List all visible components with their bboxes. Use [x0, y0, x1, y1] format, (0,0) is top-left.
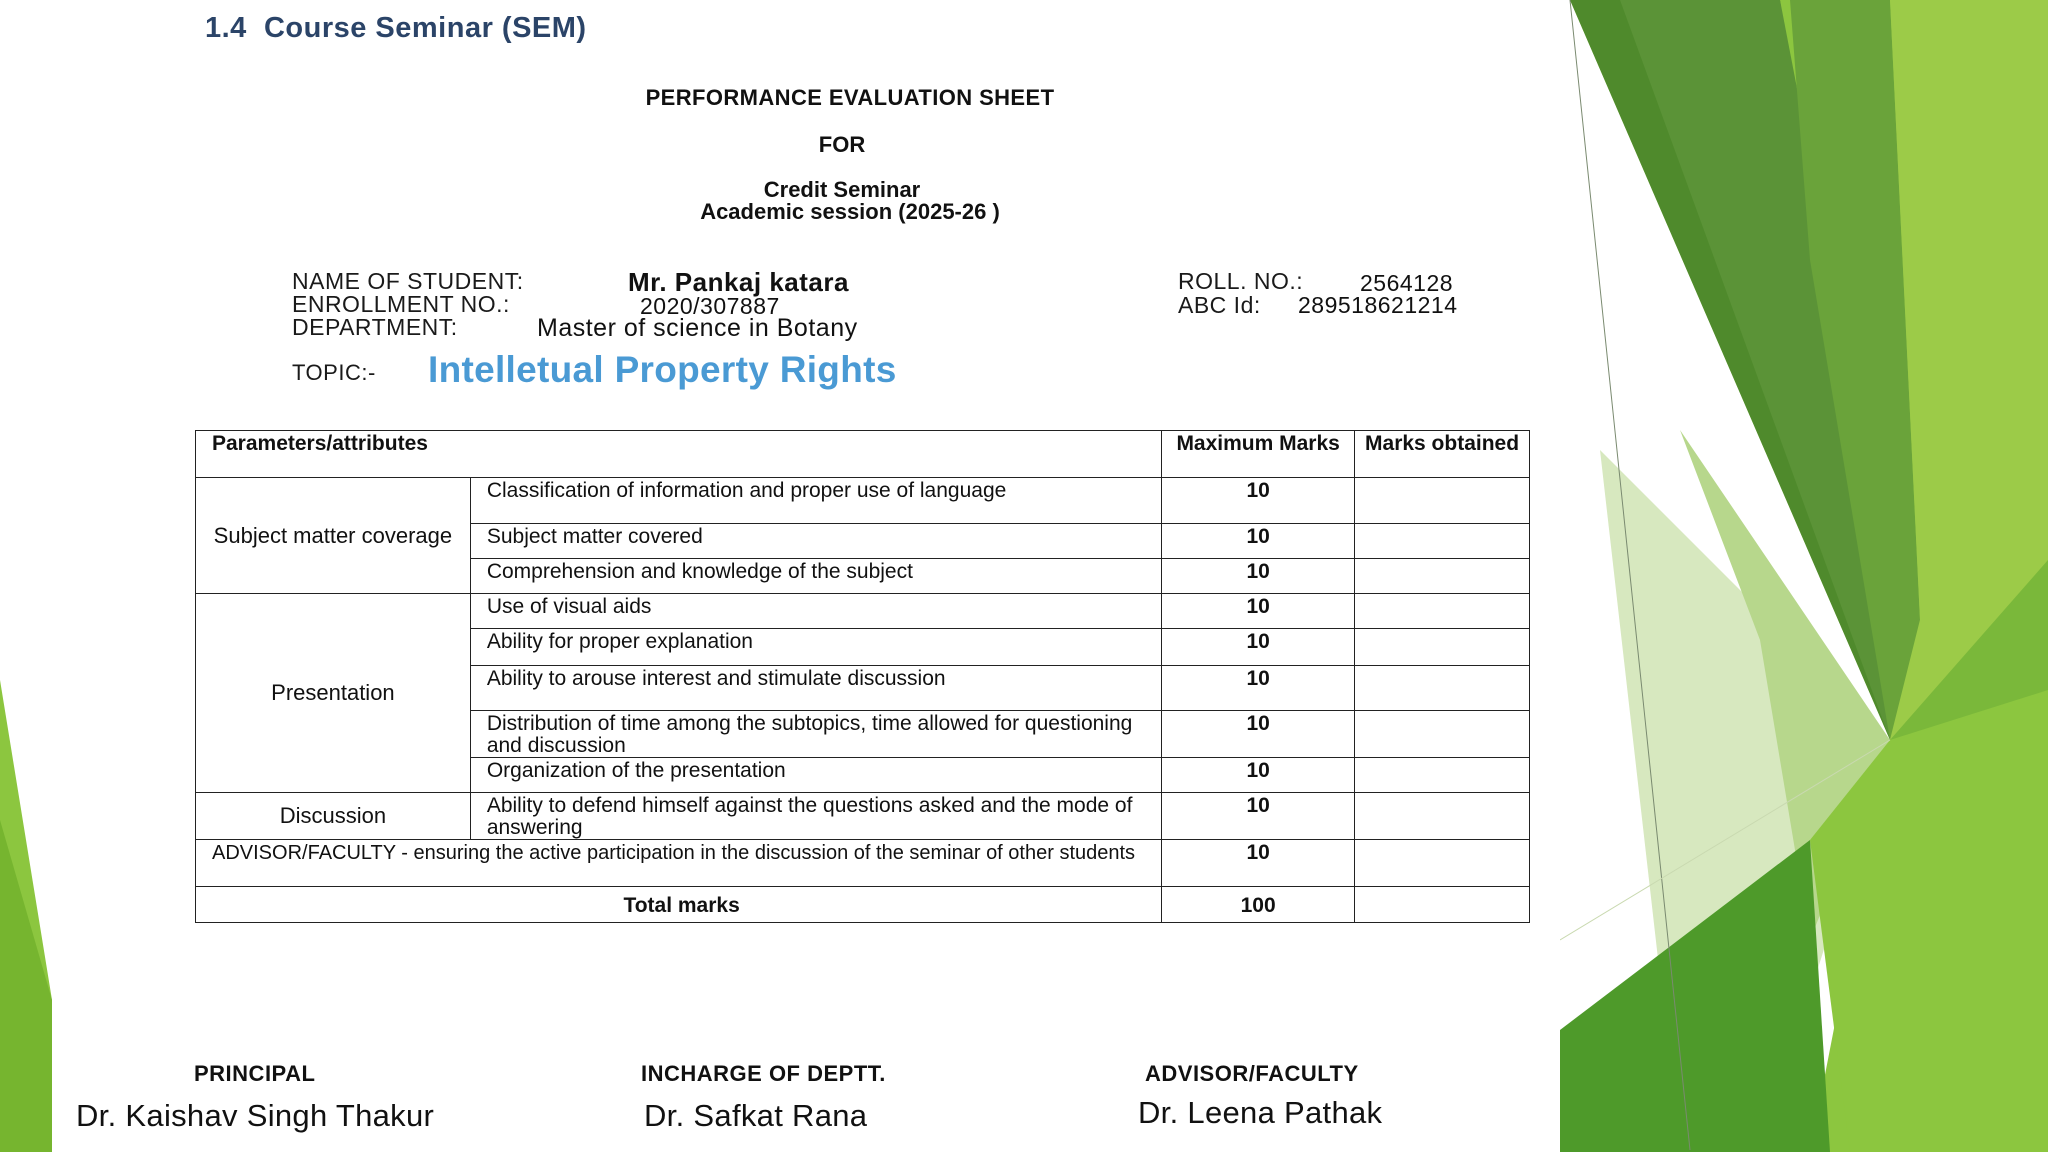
criterion-label: Distribution of time among the subtopics, time allowed for questioning and discussion: [470, 711, 1161, 758]
student-name-label: NAME OF STUDENT:: [292, 268, 524, 294]
header-marks-obtained: Marks obtained: [1355, 431, 1530, 478]
criterion-label: Ability to arouse interest and stimulate discussion: [470, 666, 1161, 711]
sheet-for-label: FOR: [818, 132, 866, 157]
section-title: 1.4 Course Seminar (SEM): [205, 12, 587, 44]
marks-obtained-cell[interactable]: [1355, 758, 1530, 793]
left-green-decoration: [0, 0, 60, 1152]
marks-obtained-cell[interactable]: [1355, 478, 1530, 524]
max-marks: 10: [1162, 711, 1355, 758]
table-row: [196, 594, 1530, 629]
roll-number: 2564128: [1360, 270, 1454, 296]
marks-obtained-cell[interactable]: [1355, 629, 1530, 666]
signature-role-principal: PRINCIPAL: [194, 1061, 316, 1086]
signature-role-advisor: ADVISOR/FACULTY: [1145, 1061, 1359, 1086]
advisor-row: [196, 840, 1530, 887]
department-value: Master of science in Botany: [537, 314, 858, 342]
criterion-label: Comprehension and knowledge of the subject: [470, 559, 1161, 594]
marks-obtained-cell[interactable]: [1355, 666, 1530, 711]
signature-name-advisor: Dr. Leena Pathak: [1138, 1095, 1383, 1130]
abc-label: ABC Id:: [1178, 292, 1261, 318]
department-label: DEPARTMENT:: [292, 314, 458, 340]
max-marks: 10: [1162, 594, 1355, 629]
max-marks: 10: [1162, 559, 1355, 594]
marks-obtained-cell[interactable]: [1355, 840, 1530, 887]
criterion-label: Ability for proper explanation: [470, 629, 1161, 666]
criterion-label: Use of visual aids: [470, 594, 1161, 629]
advisor-criterion-label: ADVISOR/FACULTY - ensuring the active participation in the discussion of the seminar of other students: [196, 840, 1162, 887]
roll-label: ROLL. NO.:: [1178, 268, 1304, 294]
header-parameters: Parameters/attributes: [196, 431, 1162, 478]
max-marks: 10: [1162, 478, 1355, 524]
max-marks: 10: [1162, 629, 1355, 666]
criterion-label: Ability to defend himself against the questions asked and the mode of answering: [470, 793, 1161, 840]
academic-session: Academic session (2025-26 ): [700, 199, 1000, 224]
total-row: [196, 887, 1530, 923]
signature-name-principal: Dr. Kaishav Singh Thakur: [76, 1098, 435, 1133]
signature-role-incharge: INCHARGE OF DEPTT.: [641, 1061, 886, 1086]
enrollment-label: ENROLLMENT NO.:: [292, 291, 510, 317]
criterion-label: Organization of the presentation: [470, 758, 1161, 793]
max-marks: 10: [1162, 524, 1355, 559]
topic-value: Intelletual Property Rights: [428, 349, 897, 390]
marks-obtained-cell[interactable]: [1355, 559, 1530, 594]
sheet-heading: PERFORMANCE EVALUATION SHEET: [645, 85, 1055, 110]
signature-name-incharge: Dr. Safkat Rana: [644, 1098, 868, 1133]
group-subject-matter: Subject matter coverage: [196, 478, 471, 594]
criterion-label: Subject matter covered: [470, 524, 1161, 559]
total-label: Total marks: [196, 887, 1162, 923]
student-name: Mr. Pankaj katara: [628, 267, 849, 297]
marks-obtained-cell[interactable]: [1355, 711, 1530, 758]
header-max-marks: Maximum Marks: [1162, 431, 1355, 478]
table-header-row: [196, 431, 1530, 478]
table-row: [196, 478, 1530, 524]
max-marks: 10: [1162, 793, 1355, 840]
max-marks: 10: [1162, 666, 1355, 711]
marks-obtained-cell[interactable]: [1355, 594, 1530, 629]
right-green-decoration: [1560, 0, 2048, 1152]
total-obtained-cell[interactable]: [1355, 887, 1530, 923]
table-row: [196, 793, 1530, 840]
enrollment-number: 2020/307887: [640, 293, 780, 319]
max-marks: 10: [1162, 840, 1355, 887]
marks-obtained-cell[interactable]: [1355, 793, 1530, 840]
group-discussion: Discussion: [196, 793, 471, 840]
abc-id: 289518621214: [1298, 292, 1458, 318]
evaluation-table: [195, 430, 1530, 923]
topic-label: TOPIC:-: [292, 360, 376, 385]
total-max-marks: 100: [1162, 887, 1355, 923]
criterion-label: Classification of information and proper use of language: [470, 478, 1161, 524]
group-presentation: Presentation: [196, 594, 471, 793]
seminar-type: Credit Seminar: [763, 177, 921, 202]
marks-obtained-cell[interactable]: [1355, 524, 1530, 559]
max-marks: 10: [1162, 758, 1355, 793]
